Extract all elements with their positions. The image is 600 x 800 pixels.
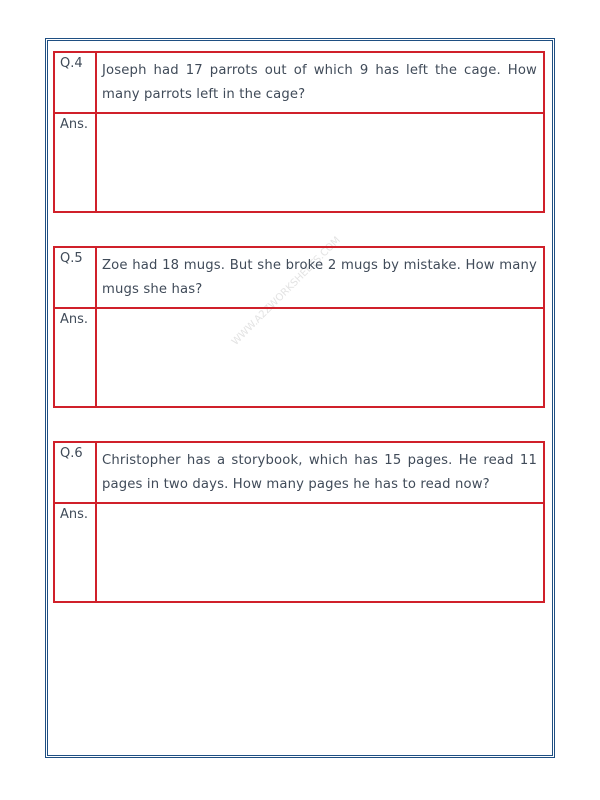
answer-label: Ans. [55,504,97,601]
question-table-6 [53,441,545,603]
question-table-5 [53,246,545,408]
answer-row [55,504,543,601]
question-text: Joseph had 17 parrots out of which 9 has left the cage. How many parrots left in the cage? [102,63,537,102]
question-row [55,443,543,504]
question-row [55,248,543,309]
question-row [55,53,543,114]
answer-label: Ans. [55,114,97,211]
answer-space[interactable] [97,504,543,601]
question-number: Q.5 [55,248,97,307]
watermark: WWW.A2ZWORKSHEETS.COM [230,234,343,348]
question-table-4 [53,51,545,213]
answer-space[interactable] [97,309,543,406]
answer-space[interactable] [97,114,543,211]
answer-label: Ans. [55,309,97,406]
question-number: Q.6 [55,443,97,502]
question-text: Zoe had 18 mugs. But she broke 2 mugs by mistake. How many mugs she has? [102,258,537,297]
answer-row [55,114,543,211]
question-number: Q.4 [55,53,97,112]
question-text: Christopher has a storybook, which has 15 pages. He read 11 pages in two days. How many pages he has to read now? [102,453,537,492]
answer-row [55,309,543,406]
